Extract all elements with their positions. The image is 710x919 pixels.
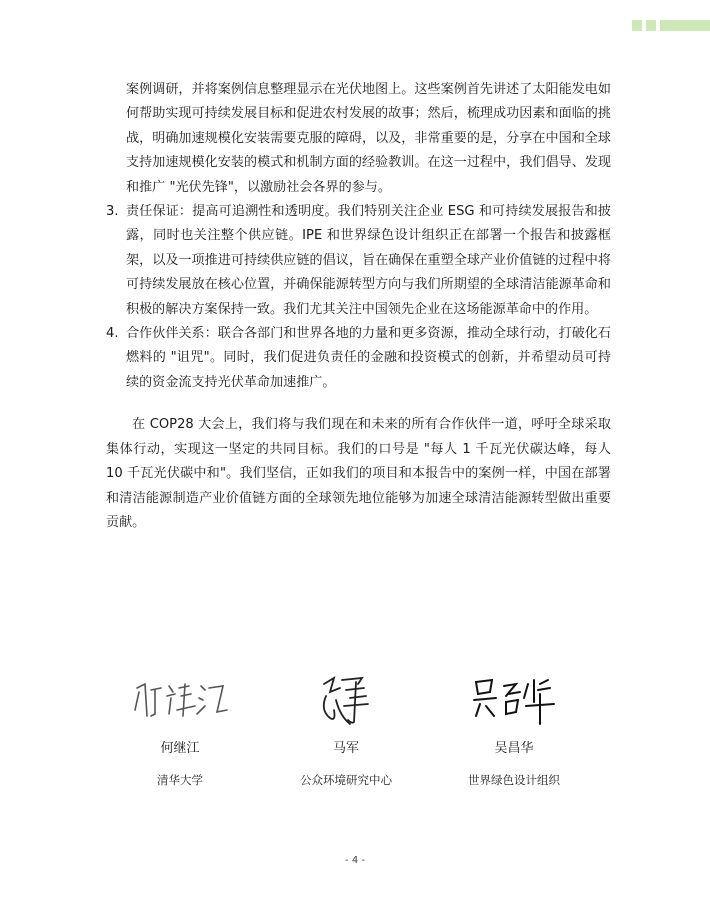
list-item-4 (106, 322, 611, 395)
signatory-org-3: 世界绿色设计组织 (468, 773, 560, 787)
signatory-1 (100, 670, 260, 788)
signatory-name-1: 何继江 (160, 741, 200, 756)
paragraph-case-research: 案例调研，并将案例信息整理显示在光伏地图上。这些案例首先讲述了太阳能发电如何帮助实现可持续发展目标和促进农村发展的故事；然后，梳理成功因素和面临的挑战，明确加速规模化安装需要克服的障碍，以及，非常重要的是，分享在中国和全球支持加速规模化安装的模式和机制方面的经验教训。在这一过程中，我们倡导、发现和推广 "光伏先锋"，以激励社会各界的参与。 (126, 82, 611, 195)
header-square-2 (646, 20, 656, 31)
list-text-3: 责任保证：提高可追溯性和透明度。我们特别关注企业 ESG 和可持续发展报告和披露，同时也关注整个供应链。IPE 和世界绿色设计组织正在部署一个报告和披露框架，以及一项推进可持续供应链的倡议，旨在确保在重塑全球产业价值链的过程中将可持续发展放在核心位置，并确保能源转型方向与我们所期望的全球清洁能源革命和积极的解决方案保持一致。我们尤其关注中国领先企业在这场能源革命中的作用。 (126, 204, 611, 317)
list-number-4: 4. (106, 326, 119, 342)
signatory-org-2: 公众环境研究中心 (300, 773, 392, 787)
header-bar (660, 20, 710, 31)
list-item-3 (106, 200, 611, 322)
main-content (106, 78, 611, 535)
list-number-3: 3. (106, 204, 119, 220)
handwritten-signature-2 (306, 670, 386, 728)
signatory-org-1: 清华大学 (157, 773, 203, 787)
signatory-name-2: 马军 (332, 741, 359, 756)
handwritten-signature-1 (125, 670, 235, 728)
signature-block (0, 670, 710, 810)
signatory-name-3: 吴昌华 (494, 741, 534, 756)
header-decoration (632, 20, 710, 31)
paragraph-closing: 在 COP28 大会上，我们将与我们现在和未来的所有合作伙伴一道，呼吁全球采取集体行动，实现这一坚定的共同目标。我们的口号是 "每人 1 千瓦光伏碳达峰，每人 10 千瓦光伏碳中和"。我们坚信，正如我们的项目和本报告中的案例一样，中国在部署和清洁能源制造产业价值链方面的全球领先地位能够为加速全球清洁能源转型做出重要贡献。 (106, 417, 611, 530)
page-number: - 4 - (345, 855, 365, 866)
handwritten-signature-3 (464, 670, 564, 728)
signatory-2 (266, 670, 426, 788)
header-square-1 (632, 20, 642, 31)
signatory-3 (434, 670, 594, 788)
list-text-4: 合作伙伴关系：联合各部门和世界各地的力量和更多资源，推动全球行动，打破化石燃料的 "诅咒"。同时，我们促进负责任的金融和投资模式的创新，并希望动员可持续的资金流支持光伏革命加速推广。 (126, 326, 611, 390)
